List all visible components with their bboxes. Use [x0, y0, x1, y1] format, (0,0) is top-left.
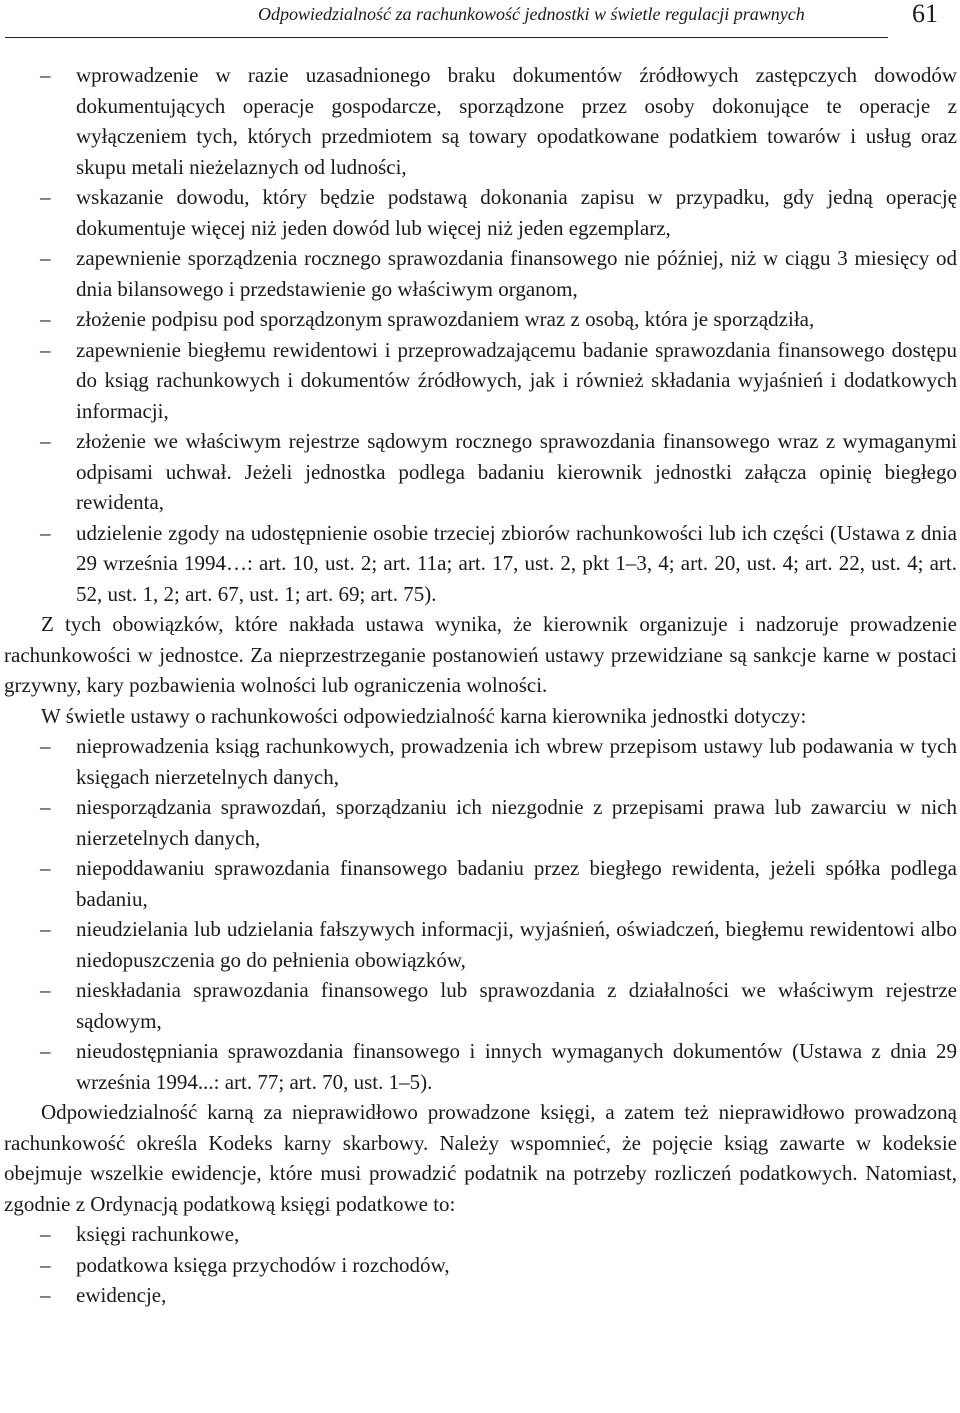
dash-bullet: –	[40, 795, 51, 819]
dash-bullet: –	[40, 1222, 51, 1246]
dash-bullet: –	[40, 1252, 51, 1277]
list-item-text: wskazanie dowodu, który będzie podstawą dokonania zapisu w przypadku, gdy jedną operację dokumentuje więcej niż jeden dowód lub więcej niż jeden egzemplarz,	[76, 185, 957, 240]
list-item	[4, 182, 957, 243]
dash-bullet: –	[40, 63, 51, 87]
duties-list	[4, 60, 957, 609]
list-item	[4, 426, 957, 518]
dash-bullet: –	[40, 429, 51, 453]
liability-list	[4, 731, 957, 1097]
dash-bullet: –	[40, 978, 51, 1002]
list-item-text: niesporządzania sprawozdań, sporządzaniu ich niezgodnie z przepisami prawa lub zawarciu w nich nierzetelnych danych,	[76, 795, 957, 850]
list-item-text: udzielenie zgody na udostępnienie osobie trzeciej zbiorów rachunkowości lub ich części (Ustawa z dnia 29 września 1994…: art. 10, ust. 2; art. 11a; art. 17, ust. 2, pkt 1–3, 4; art. 20, ust. 4; art. 22, ust. 4; art. 52, ust. 1, 2; art. 67, ust. 1; art. 69; art. 75).	[76, 520, 957, 606]
list-item-text: nieprowadzenia ksiąg rachunkowych, prowadzenia ich wbrew przepisom ustawy lub podawania w tych księgach nierzetelnych danych,	[76, 734, 957, 789]
list-item-text: nieudzielania lub udzielania fałszywych informacji, wyjaśnień, oświadczeń, biegłemu rewidentowi albo niedopuszczenia go do pełnienia obowiązków,	[76, 917, 957, 972]
list-item	[4, 335, 957, 427]
header-rule	[5, 37, 888, 38]
list-item	[4, 792, 957, 853]
dash-bullet: –	[40, 337, 51, 362]
list-item-text: nieudostępniania sprawozdania finansowego i innych wymaganych dokumentów (Ustawa z dnia 29 września 1994...: art. 77; art. 70, ust. 1–5).	[76, 1039, 957, 1094]
list-item	[4, 975, 957, 1036]
list-item	[4, 243, 957, 304]
dash-bullet: –	[40, 246, 51, 270]
list-item-text: księgi rachunkowe,	[76, 1222, 240, 1246]
list-item	[4, 853, 957, 914]
paragraph-liability-intro: W świetle ustawy o rachunkowości odpowiedzialność karna kierownika jednostki dotyczy:	[41, 703, 807, 728]
paragraph-tax-code: Odpowiedzialność karną za nieprawidłowo prowadzone księgi, a zatem też nieprawidłowo prowadzoną rachunkowość określa Kodeks karny skarbowy. Należy wspomnieć, że pojęcie ksiąg zawarte w kodeksie obejmuje wszelkie ewidencje, które musi prowadzić podatnik na potrzeby rozliczeń podatkowych. Natomiast, zgodnie z Ordynacją podatkową księgi podatkowe to:	[4, 1100, 957, 1216]
list-item	[4, 731, 957, 792]
dash-bullet: –	[40, 185, 51, 209]
dash-bullet: –	[40, 734, 51, 758]
page-number: 61	[912, 0, 938, 28]
list-item-text: wprowadzenie w razie uzasadnionego braku dokumentów źródłowych zastępczych dowodów dokumentujących operacje gospodarcze, sporządzone przez osoby dokonujące te operacje z wyłączeniem tych, których przedmiotem są towary opodatkowane podatkiem towarów i usług oraz skupu metali nieżelaznych od ludności,	[76, 63, 957, 179]
list-item-text: nieskładania sprawozdania finansowego lub sprawozdania z działalności we właściwym rejestrze sądowym,	[76, 978, 957, 1033]
list-item	[4, 60, 957, 182]
dash-bullet: –	[40, 307, 51, 331]
dash-bullet: –	[40, 1283, 51, 1307]
page-body	[4, 60, 957, 1311]
list-item	[4, 914, 957, 975]
list-item-text: złożenie we właściwym rejestrze sądowym rocznego sprawozdania finansowego wraz z wymaganymi odpisami uchwał. Jeżeli jednostka podlega badaniu kierownik jednostki załącza opinię biegłego rewidenta,	[76, 429, 957, 514]
running-title: Odpowiedzialność za rachunkowość jednostki w świetle regulacji prawnych	[258, 4, 805, 24]
paragraph-obligations: Z tych obowiązków, które nakłada ustawa wynika, że kierownik organizuje i nadzoruje prowadzenie rachunkowości w jednostce. Za nieprzestrzeganie postanowień ustawy przewidziane są sankcje karne w postaci grzywny, kary pozbawienia wolności lub ograniczenia wolności.	[4, 612, 957, 697]
list-item	[4, 304, 957, 335]
running-header	[0, 0, 960, 40]
dash-bullet: –	[40, 520, 51, 545]
dash-bullet: –	[40, 1039, 51, 1063]
list-item-text: niepoddawaniu sprawozdania finansowego badaniu przez biegłego rewidenta, jeżeli spółka podlega badaniu,	[76, 856, 957, 911]
tax-books-list	[4, 1219, 957, 1311]
dash-bullet: –	[40, 856, 51, 880]
list-item	[4, 1219, 957, 1250]
list-item-text: zapewnienie biegłemu rewidentowi i przeprowadzającemu badanie sprawozdania finansowego dostępu do ksiąg rachunkowych i dokumentów źródłowych, jak i również składania wyjaśnień i dodatkowych informacji,	[76, 337, 957, 423]
list-item	[4, 1036, 957, 1097]
list-item-text: złożenie podpisu pod sporządzonym sprawozdaniem wraz z osobą, która je sporządziła,	[76, 307, 815, 331]
list-item-text: zapewnienie sporządzenia rocznego sprawozdania finansowego nie później, niż w ciągu 3 miesięcy od dnia bilansowego i przedstawienie go właściwym organom,	[76, 246, 957, 301]
list-item-text: podatkowa księga przychodów i rozchodów,	[76, 1252, 450, 1277]
list-item	[4, 1250, 957, 1281]
list-item	[4, 518, 957, 610]
list-item	[4, 1280, 957, 1311]
dash-bullet: –	[40, 917, 51, 941]
list-item-text: ewidencje,	[76, 1283, 167, 1307]
